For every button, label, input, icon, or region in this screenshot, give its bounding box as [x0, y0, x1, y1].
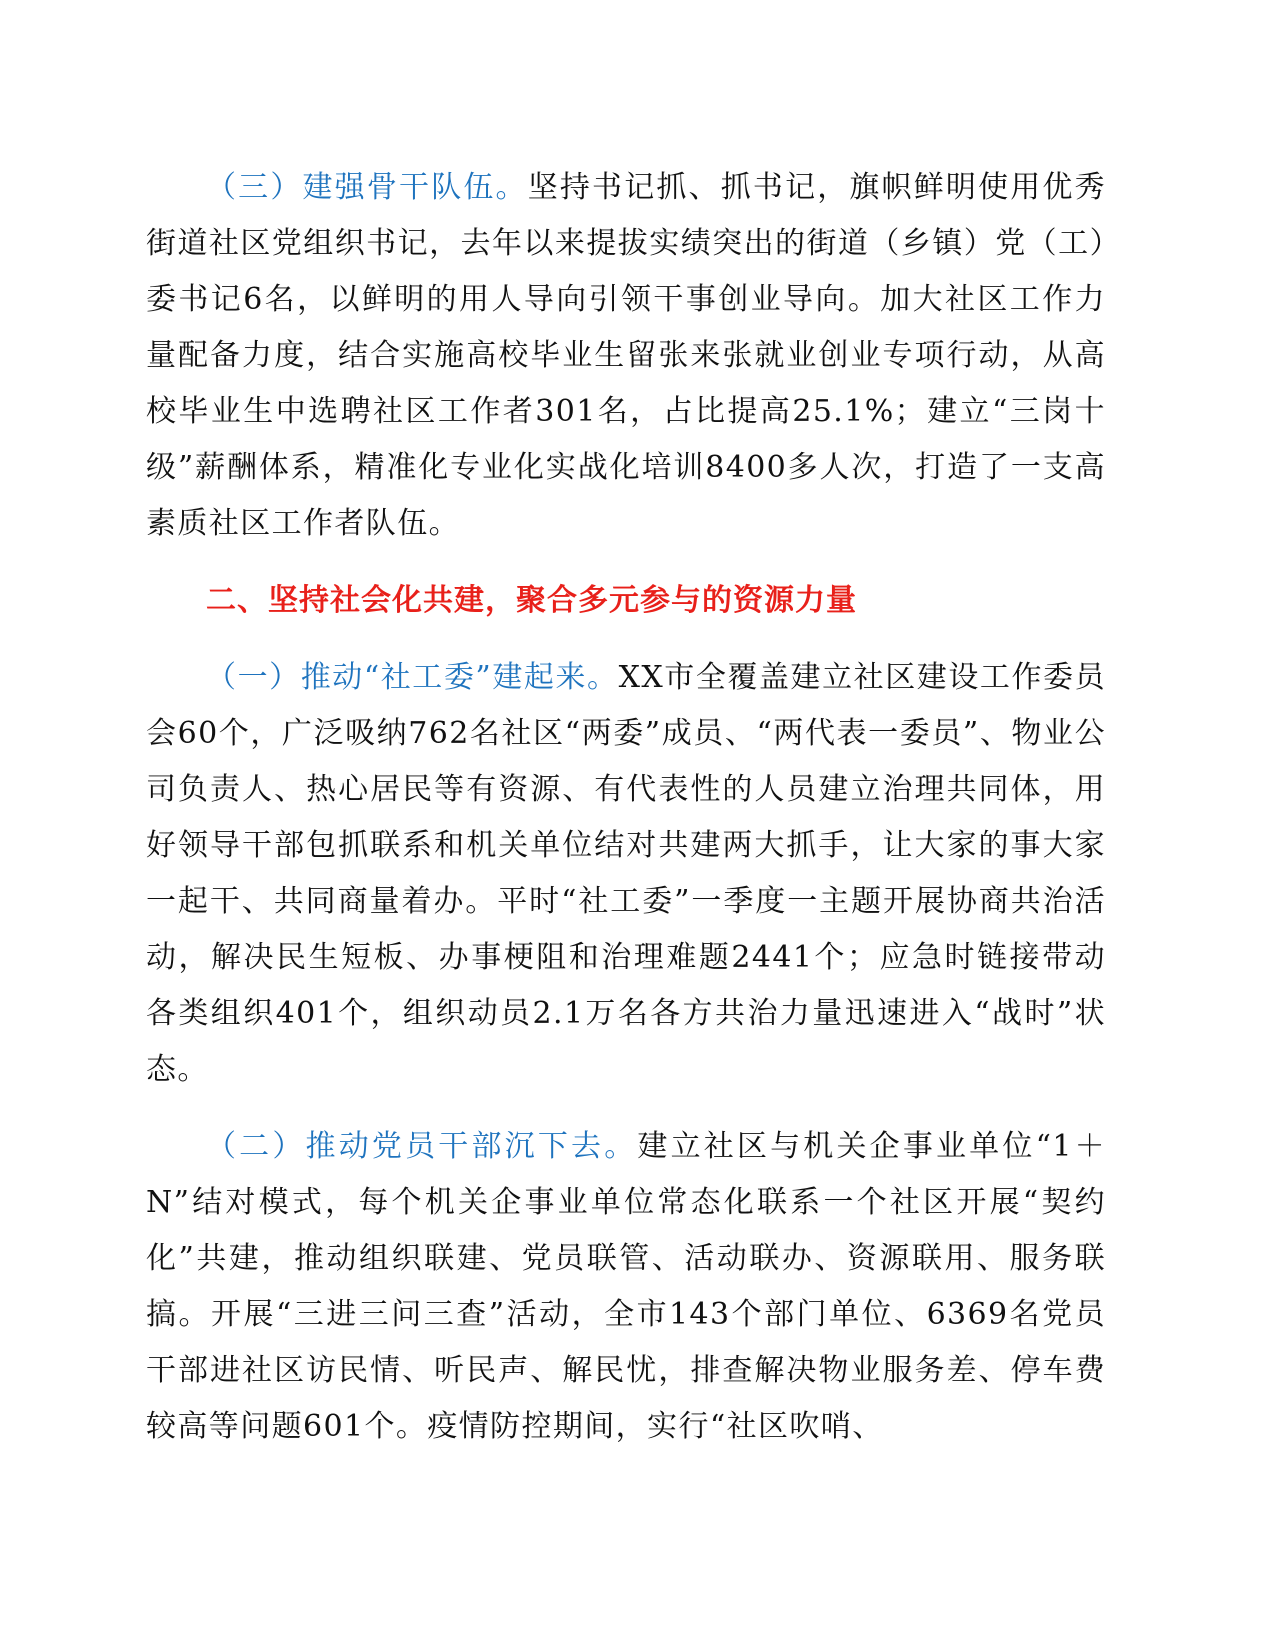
sub-heading-build-core-team: （三）建强骨干队伍。	[206, 170, 528, 205]
section-heading-social-co-construction: 二、坚持社会化共建，聚合多元参与的资源力量	[206, 583, 857, 618]
document-content	[146, 160, 1106, 1476]
paragraph-build-core-team	[146, 160, 1106, 552]
paragraph-body-cadres-go-down: 建立社区与机关企事业单位“1＋N”结对模式，每个机关企事业单位常态化联系一个社区开展“契约化”共建，推动组织联建、党员联管、活动联办、资源联用、服务联搞。开展“三进三问三查”活动，全市143个部门单位、6369名党员干部进社区访民情、听民声、解民忧，排查解决物业服务差、停车费较高等问题601个。疫情防控期间，实行“社区吹哨、	[146, 1129, 1106, 1444]
paragraph-body-community-committee: XX市全覆盖建立社区建设工作委员会60个，广泛吸纳762名社区“两委”成员、“两代表一委员”、物业公司负责人、热心居民等有资源、有代表性的人员建立治理共同体，用好领导干部包抓联系和机关单位结对共建两大抓手，让大家的事大家一起干、共同商量着办。平时“社工委”一季度一主题开展协商共治活动，解决民生短板、办事梗阻和治理难题2441个；应急时链接带动各类组织401个，组织动员2.1万名各方共治力量迅速进入“战时”状态。	[146, 660, 1106, 1087]
sub-heading-cadres-go-down: （二）推动党员干部沉下去。	[206, 1129, 638, 1164]
paragraph-community-committee	[146, 650, 1106, 1098]
paragraph-cadres-go-down	[146, 1119, 1106, 1455]
sub-heading-community-committee: （一）推动“社工委”建起来。	[206, 660, 619, 695]
paragraph-body-build-core-team: 坚持书记抓、抓书记，旗帜鲜明使用优秀街道社区党组织书记，去年以来提拔实绩突出的街道（乡镇）党（工）委书记6名，以鲜明的用人导向引领干事创业导向。加大社区工作力量配备力度，结合实施高校毕业生留张来张就业创业专项行动，从高校毕业生中选聘社区工作者301名，占比提高25.1%；建立“三岗十级”薪酬体系，精准化专业化实战化培训8400多人次，打造了一支高素质社区工作者队伍。	[146, 170, 1106, 541]
